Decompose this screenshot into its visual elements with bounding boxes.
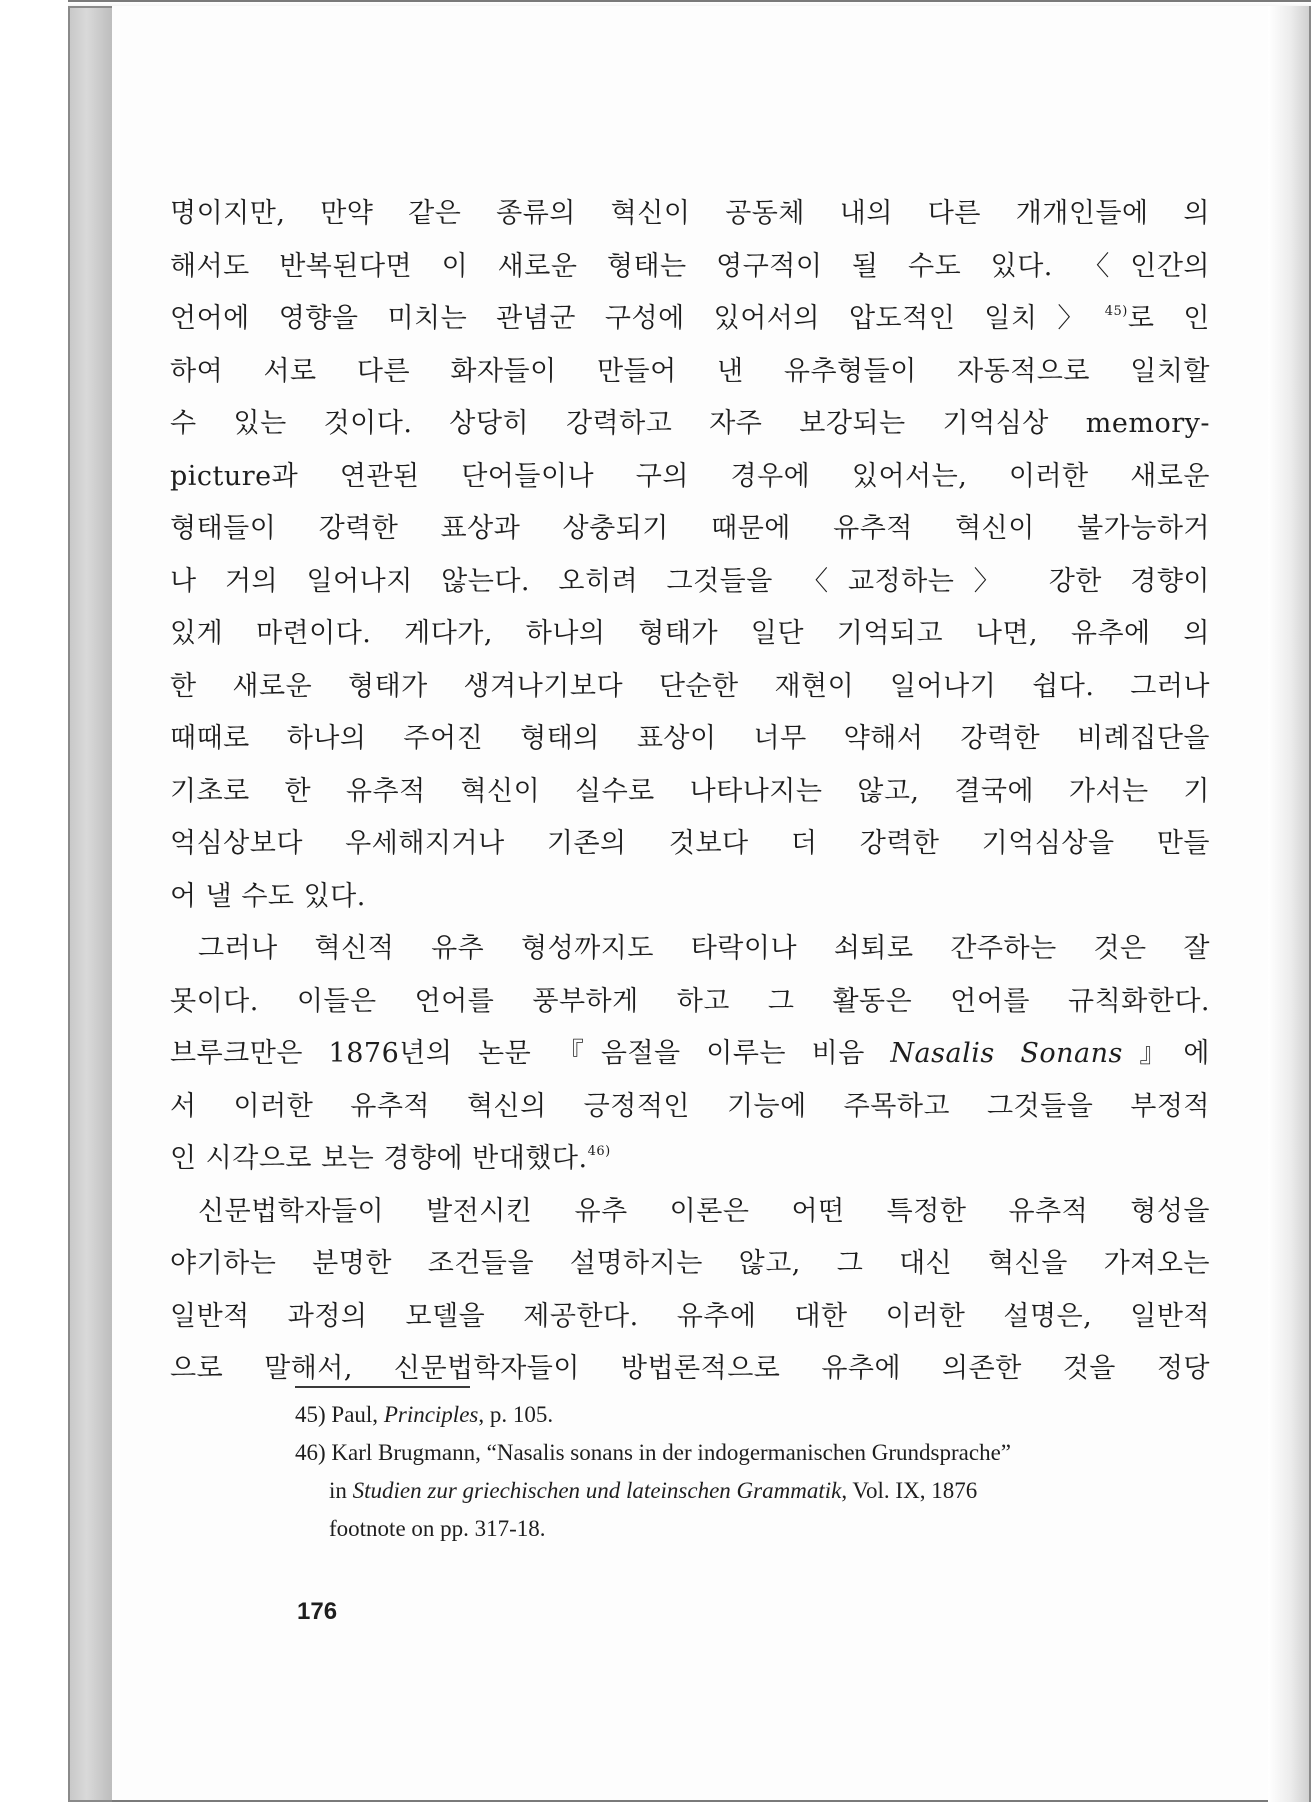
text-segment: 인 시각으로 보는 경향에 반대했다.	[170, 1143, 588, 1174]
text-line: 형태들이 강력한 표상과 상충되기 때문에 유추적 혁신이 불가능하거	[170, 513, 1210, 544]
text-line: 어 낼 수도 있다.	[170, 880, 366, 912]
footnote-ref-46: 46)	[587, 1144, 611, 1159]
footnote-title: Studien zur griechischen und lateinschen Grammatik	[352, 1478, 842, 1503]
footnotes	[295, 1396, 1195, 1548]
footnote-ref-45: 45)	[1104, 304, 1128, 319]
footnote-title: Principles	[383, 1402, 479, 1427]
text-line: 일반적 과정의 모델을 제공한다. 유추에 대한 이러한 설명은, 일반적	[170, 1300, 1210, 1332]
page-number: 176	[297, 1598, 338, 1625]
text-line: 해서도 반복된다면 이 새로운 형태는 영구적이 될 수도 있다. 〈인간의	[170, 250, 1210, 282]
footnote-author: Paul,	[331, 1402, 379, 1427]
footnote-rest: , Vol. IX, 1876	[841, 1478, 978, 1503]
text-line: 하여 서로 다른 화자들이 만들어 낸 유추형들이 자동적으로 일치할	[170, 355, 1210, 387]
italic-term: Nasalis Sonans	[890, 1038, 1123, 1069]
text-line: 있게 마련이다. 게다가, 하나의 형태가 일단 기억되고 나면, 유추에 의	[170, 618, 1210, 649]
body-text	[170, 188, 1210, 1396]
footnote-divider	[295, 1386, 470, 1388]
book-spine	[68, 6, 112, 1802]
text-line: 그러나 혁신적 유추 형성까지도 타락이나 쇠퇴로 간주하는 것은 잘	[198, 933, 1210, 964]
text-segment: 로 인	[1127, 303, 1210, 334]
text-line: picture과 연관된 단어들이나 구의 경우에 있어서는, 이러한 새로운	[170, 460, 1210, 492]
footnote-46	[295, 1434, 1195, 1472]
footnote-rest: , p. 105.	[478, 1402, 554, 1427]
text-line: 못이다. 이들은 언어를 풍부하게 하고 그 활동은 언어를 규칙화한다.	[170, 985, 1210, 1017]
text-line	[170, 293, 1210, 346]
text-line: 수 있는 것이다. 상당히 강력하고 자주 보강되는 기억심상 memory-	[170, 408, 1210, 439]
text-segment: 브루크만은 1876년의 논문 『음절을 이루는 비음	[170, 1038, 891, 1069]
footnote-text: in	[329, 1478, 347, 1503]
text-line: 서 이러한 유추적 혁신의 긍정적인 기능에 주목하고 그것들을 부정적	[170, 1090, 1210, 1122]
text-segment: 』에	[1122, 1038, 1210, 1069]
text-line: 으로 말해서, 신문법학자들이 방법론적으로 유추에 의존한 것을 정당	[170, 1353, 1210, 1384]
text-line: 억심상보다 우세해지거나 기존의 것보다 더 강력한 기억심상을 만들	[170, 828, 1210, 859]
text-line: 때때로 하나의 주어진 형태의 표상이 너무 약해서 강력한 비례집단을	[170, 723, 1210, 754]
text-line: 명이지만, 만약 같은 종류의 혁신이 공동체 내의 다른 개개인들에 의	[170, 198, 1210, 229]
text-line: 기초로 한 유추적 혁신이 실수로 나타나지는 않고, 결국에 가서는 기	[170, 775, 1210, 807]
text-line: 한 새로운 형태가 생겨나기보다 단순한 재현이 일어나기 쉽다. 그러나	[170, 670, 1210, 702]
page-right-edge	[1268, 6, 1311, 1802]
footnote-46-continued: footnote on pp. 317-18.	[329, 1516, 546, 1541]
text-line: 나 거의 일어나지 않는다. 오히려 그것들을 〈교정하는〉 강한 경향이	[170, 565, 1210, 597]
footnote-text: Karl Brugmann, “Nasalis sonans in der indogermanischen Grundsprache”	[331, 1440, 1011, 1465]
text-line: 야기하는 분명한 조건들을 설명하지는 않고, 그 대신 혁신을 가져오는	[170, 1248, 1210, 1279]
text-line	[170, 1133, 1210, 1186]
text-line: 신문법학자들이 발전시킨 유추 이론은 어떤 특정한 유추적 형성을	[198, 1195, 1210, 1227]
footnote-45	[295, 1396, 1195, 1434]
text-line	[170, 1028, 1210, 1081]
text-segment: 언어에 영향을 미치는 관념군 구성에 있어서의 압도적인 일치〉	[170, 303, 1105, 334]
footnote-46-continued	[295, 1472, 1195, 1510]
footnote-number: 45)	[295, 1402, 326, 1427]
footnote-number: 46)	[295, 1440, 326, 1465]
